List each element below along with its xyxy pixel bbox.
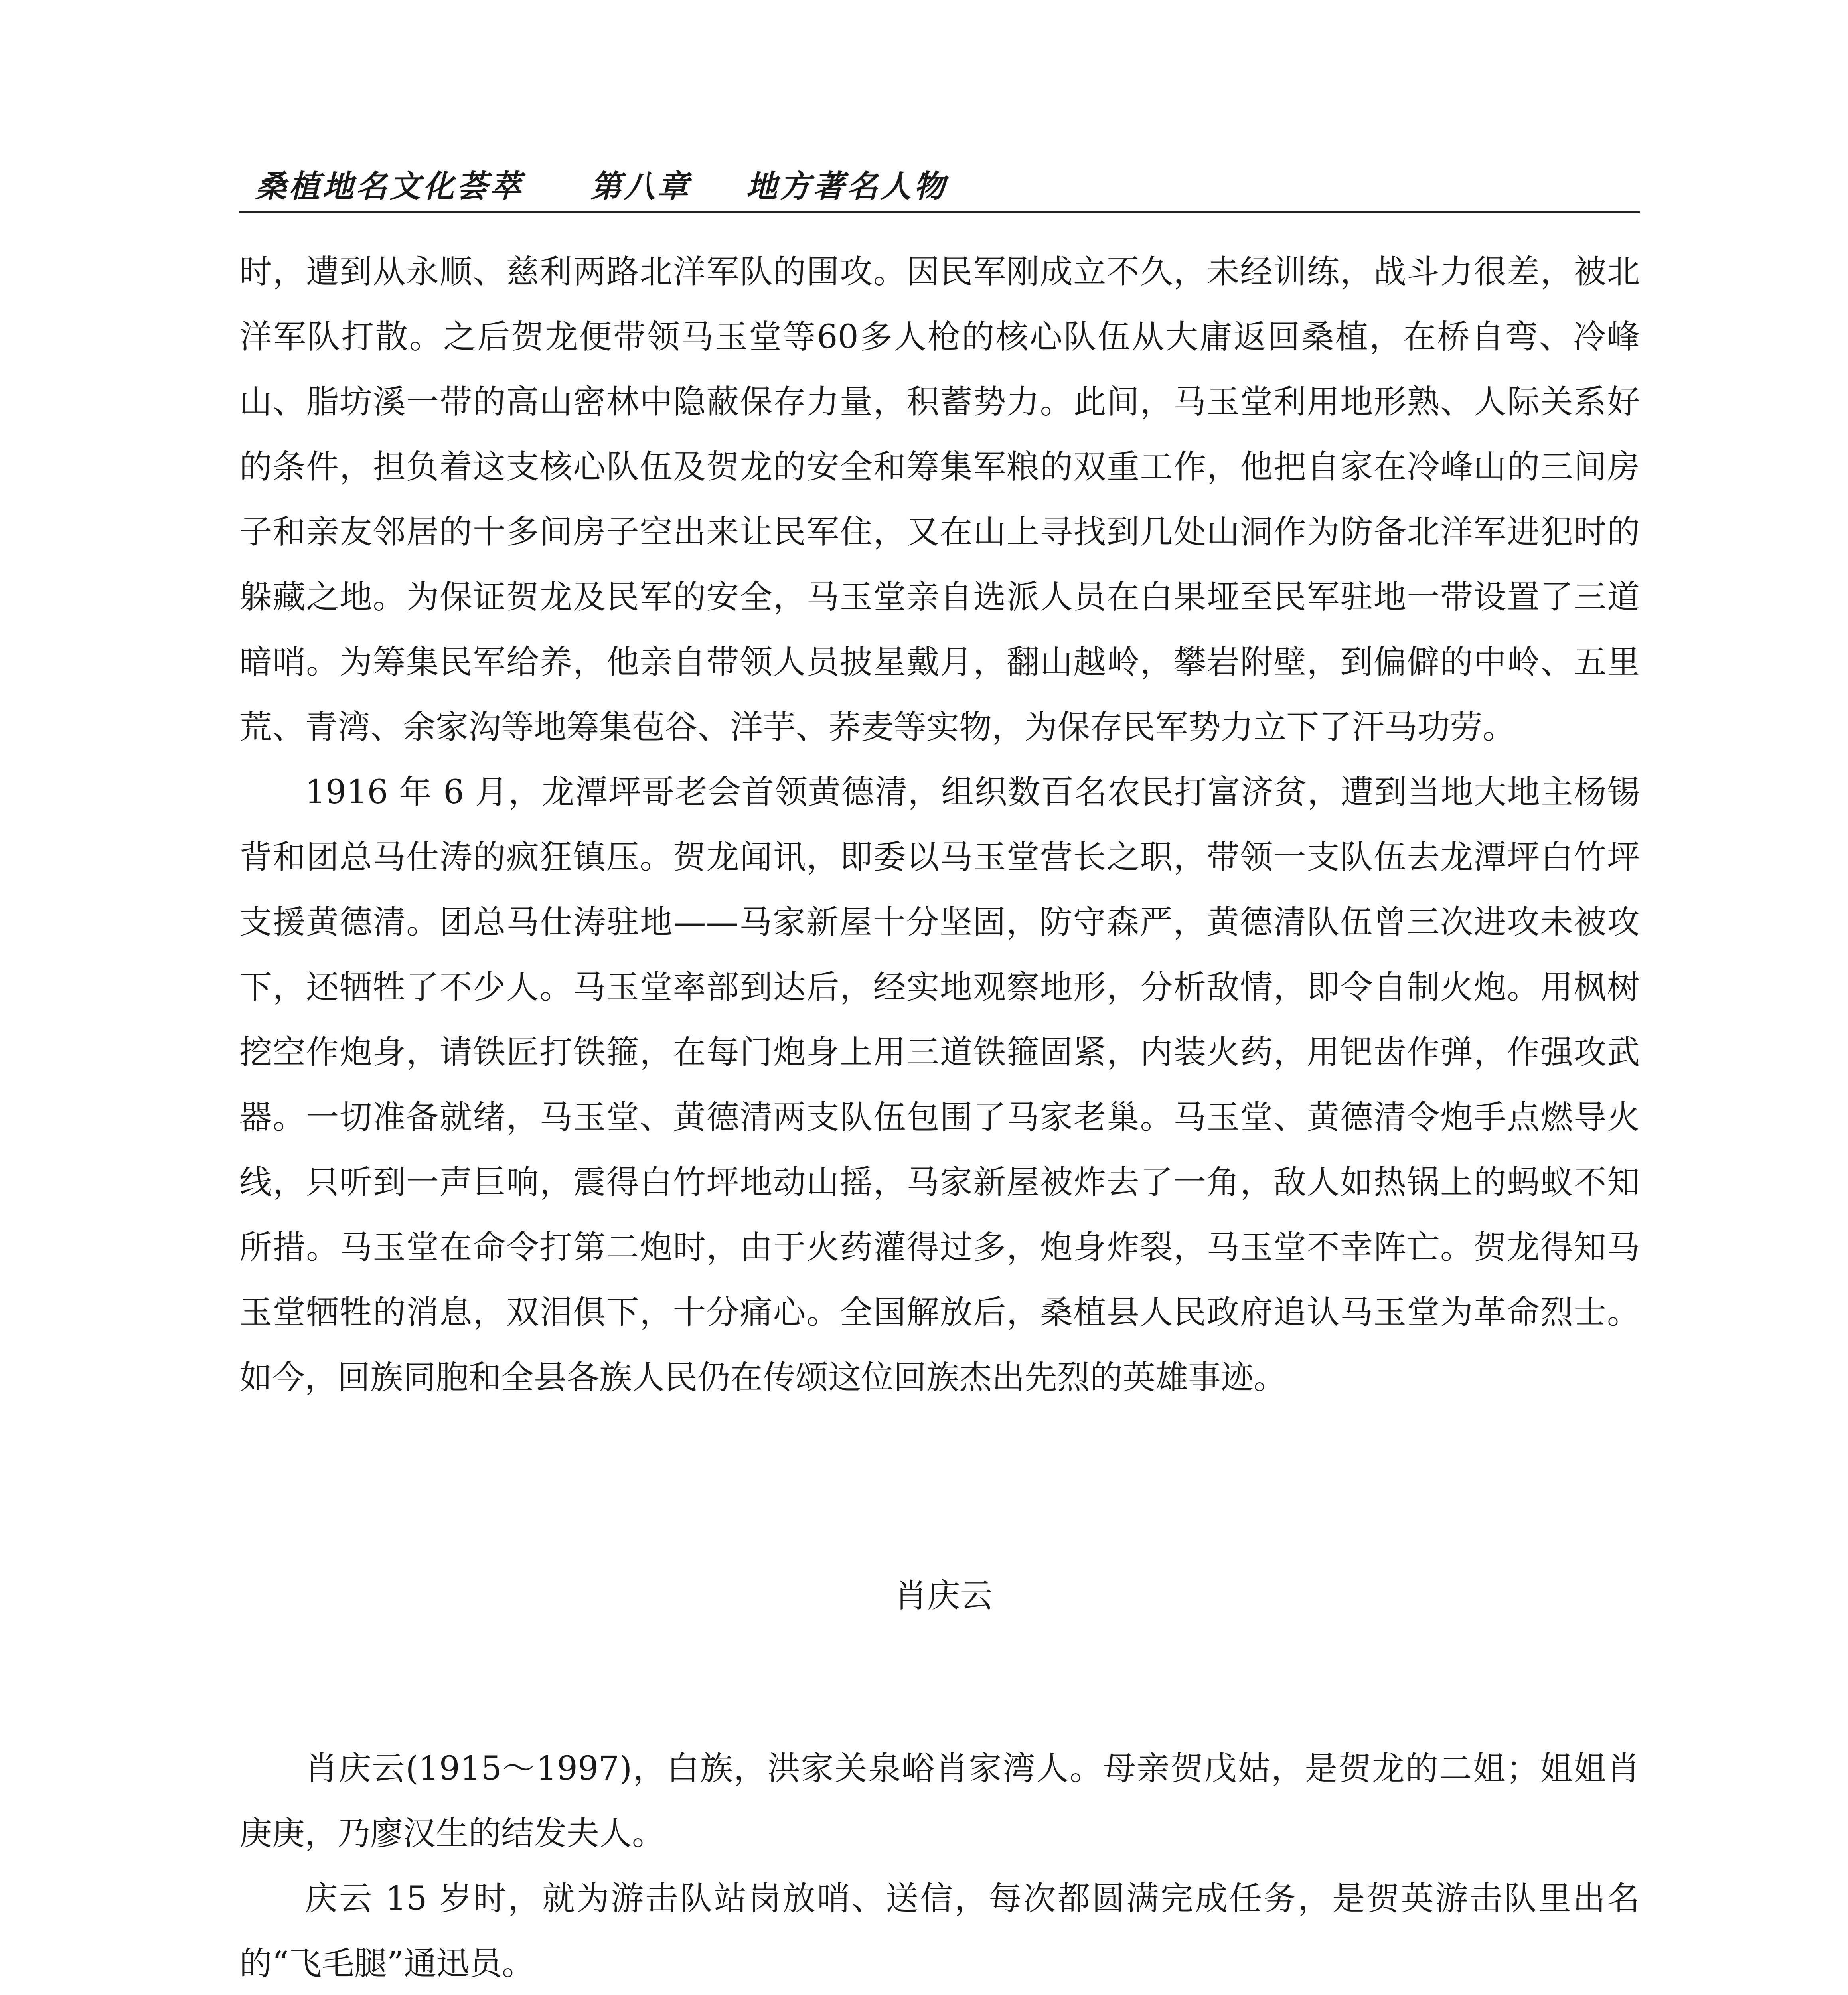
header-book-title: 桑植地名文化荟萃 (255, 169, 524, 205)
body-paragraph-1916: 1916 年 6 月，龙潭坪哥老会首领黄德清，组织数百名农民打富济贫，遭到当地大地主杨锡背和团总马仕涛的疯狂镇压。贺龙闻讯，即委以马玉堂营长之职，带领一支队伍去龙潭坪白竹坪支援黄德清。团总马仕涛驻地——马家新屋十分坚固，防守森严，黄德清队伍曾三次进攻未被攻下，还牺牲了不少人。马玉堂率部到达后，经实地观察地形，分析敌情，即令自制火炮。用枫树挖空作炮身，请铁匠打铁箍，在每门炮身上用三道铁箍固紧，内装火药，用钯齿作弹，作强攻武器。一切准备就绪，马玉堂、黄德清两支队伍包围了马家老巢。马玉堂、黄德清令炮手点燃导火线，只听到一声巨响，震得白竹坪地动山摇，马家新屋被炸去了一角，敌人如热锅上的蚂蚁不知所措。马玉堂在命令打第二炮时，由于火药灌得过多，炮身炸裂，马玉堂不幸阵亡。贺龙得知马玉堂牺牲的消息，双泪俱下，十分痛心。全国解放后，桑植县人民政府追认马玉堂为革命烈士。如今，回族同胞和全县各族人民仍在传颂这位回族杰出先烈的英雄事迹。 (239, 773, 1640, 1396)
body-paragraph-courier: 庆云 15 岁时，就为游击队站岗放哨、送信，每次都圆满完成任务，是贺英游击队里出名的“飞毛腿”通迅员。 (239, 1880, 1640, 1983)
page-body (239, 239, 1640, 1995)
section-title: 肖庆云 (894, 1577, 993, 1615)
body-paragraph-continued: 时，遭到从永顺、慈利两路北洋军队的围攻。因民军刚成立不久，未经训练，战斗力很差，被北洋军队打散。之后贺龙便带领马玉堂等60多人枪的核心队伍从大庸返回桑植，在桥自弯、冷峰山、脂坊溪一带的高山密林中隐蔽保存力量，积蓄势力。此间，马玉堂利用地形熟、人际关系好的条件，担负着这支核心队伍及贺龙的安全和筹集军粮的双重工作，他把自家在冷峰山的三间房子和亲友邻居的十多间房子空出来让民军住，又在山上寻找到几处山洞作为防备北洋军进犯时的躲藏之地。为保证贺龙及民军的安全，马玉堂亲自选派人员在白果垭至民军驻地一带设置了三道暗哨。为筹集民军给养，他亲自带领人员披星戴月，翻山越岭，攀岩附壁，到偏僻的中岭、五里荒、青湾、余家沟等地筹集苞谷、洋芋、荞麦等实物，为保存民军势力立下了汗马功劳。 (239, 253, 1640, 746)
running-header (239, 154, 1640, 213)
header-chapter: 第八章 (590, 169, 691, 205)
body-paragraph-bio-intro: 肖庆云(1915～1997)，白族，洪家关泉峪肖家湾人。母亲贺戊姑，是贺龙的二姐；姐姐肖庚庚，乃廖汉生的结发夫人。 (239, 1750, 1640, 1853)
header-divider (239, 211, 1640, 213)
header-section: 地方著名人物 (746, 169, 948, 205)
